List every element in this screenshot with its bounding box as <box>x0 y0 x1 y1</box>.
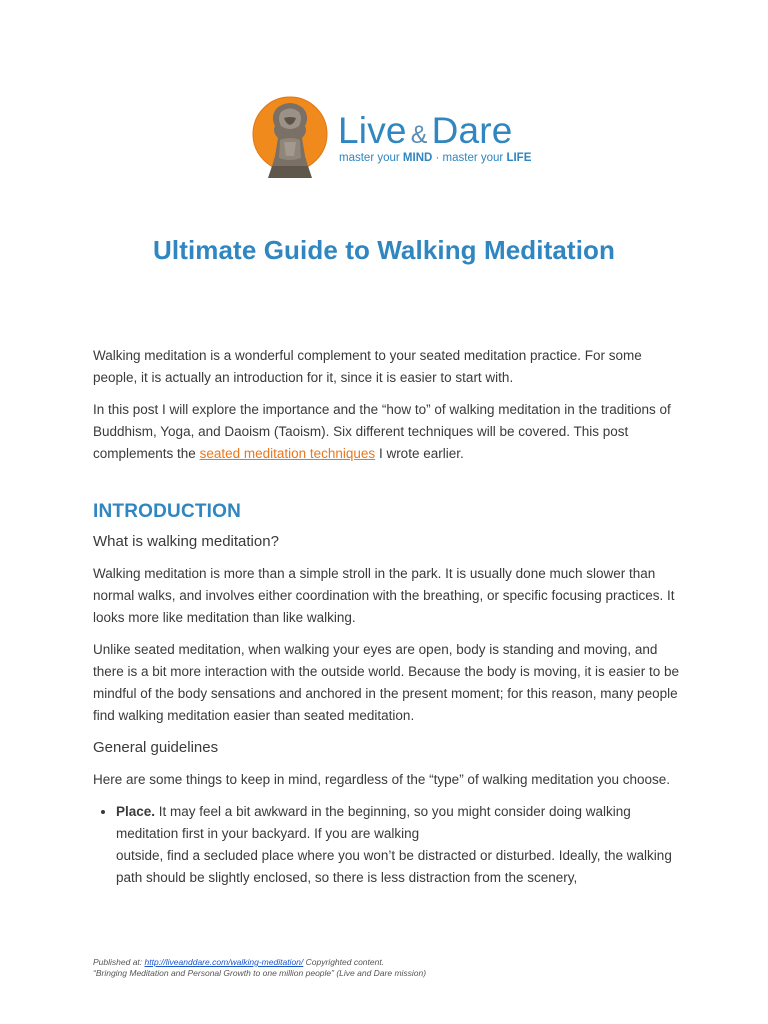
tagline-mind: MIND <box>402 152 433 164</box>
section-heading-introduction: INTRODUCTION <box>93 501 242 522</box>
brand-dare: Dare <box>431 110 513 151</box>
intro-paragraph-1: Walking meditation is a wonderful complement to your seated meditation practice. For some people, it is actually an introduction for it, since it is easier to start with. <box>93 348 642 385</box>
footer-published-line <box>93 957 426 968</box>
lion-statue-logo-icon <box>250 96 330 180</box>
guideline-item-text-1: It may feel a bit awkward in the beginning, so you might consider doing walking meditation first in your backyard. If you are walking <box>116 804 631 841</box>
guidelines-intro: Here are some things to keep in mind, regardless of the “type” of walking meditation you choose. <box>93 772 671 787</box>
brand-ampersand: & <box>410 121 428 149</box>
page-footer <box>93 957 426 979</box>
footer-published-prefix: Published at: <box>93 957 145 967</box>
page-title: Ultimate Guide to Walking Meditation <box>153 235 615 265</box>
footer-copyright: Copyrighted content. <box>303 957 385 967</box>
subheading-general-guidelines: General guidelines <box>93 739 219 756</box>
brand-tagline <box>339 152 531 164</box>
footer-url-link[interactable]: http://liveanddare.com/walking-meditation/ <box>144 957 304 967</box>
brand-name <box>338 112 513 149</box>
brand-live: Live <box>338 110 407 151</box>
intro-paragraph-2-text: In this post I will explore the importance and the “how to” of walking meditation in the traditions of Buddhism, Yoga, and Daoism (Taoism). Six different techniques will be covered. This post complements the <box>93 402 671 461</box>
guideline-item-title: Place. <box>116 804 156 819</box>
introduction-paragraph-2: Unlike seated meditation, when walking your eyes are open, body is standing and moving, and there is a bit more interaction with the outside world. Because the body is moving, it is easier to be mindful of the body sensations and anchored in the present moment; for this reason, many people find walking meditation easier than seated meditation. <box>93 642 680 723</box>
guidelines-list <box>93 801 683 889</box>
intro-paragraph-2-tail: I wrote earlier. <box>375 446 464 461</box>
seated-meditation-link[interactable]: seated meditation techniques <box>199 446 376 461</box>
tagline-part-1: master your <box>339 152 403 164</box>
tagline-life: LIFE <box>506 152 532 164</box>
tagline-part-2: · master your <box>432 152 507 164</box>
subheading-what-is: What is walking meditation? <box>93 533 279 550</box>
introduction-paragraph-1: Walking meditation is more than a simple stroll in the park. It is usually done much slower than normal walks, and involves either coordination with the breathing, or specific focusing practices. It looks more like meditation than like walking. <box>93 566 675 625</box>
document-body <box>93 345 683 889</box>
live-and-dare-logo <box>250 96 532 182</box>
footer-mission: “Bringing Meditation and Personal Growth to one million people” (Live and Dare mission) <box>93 968 427 978</box>
guideline-item-text-2: outside, find a secluded place where you won’t be distracted or disturbed. Ideally, the walking path should be slightly enclosed, so there is less distraction from the scenery, <box>116 848 672 885</box>
intro-paragraph-2 <box>93 399 683 465</box>
guideline-item-place <box>116 801 683 889</box>
